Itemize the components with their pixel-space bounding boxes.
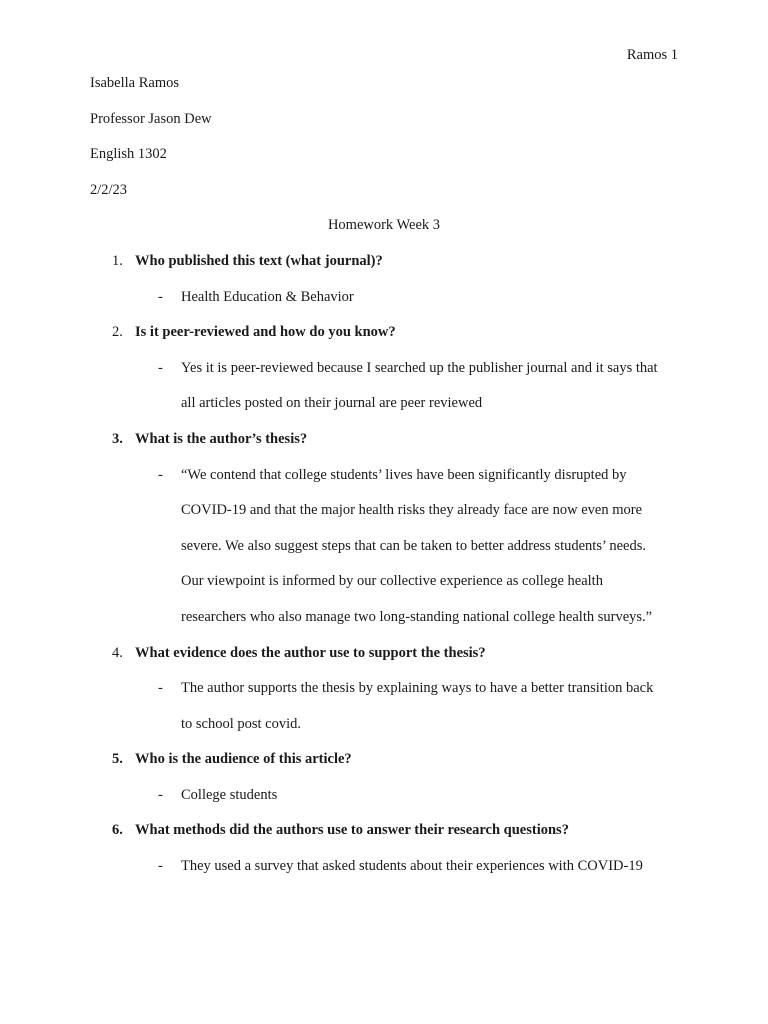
bullet-dash: -	[158, 786, 163, 803]
student-name: Isabella Ramos	[90, 75, 179, 91]
bullet-dash: -	[158, 288, 163, 305]
answer-2-line-1	[90, 351, 678, 387]
professor-name: Professor Jason Dew	[90, 110, 212, 127]
page-header-label: Ramos 1	[626, 47, 678, 63]
answer-text: “We contend that college students’ lives have been significantly disrupted by	[181, 466, 627, 483]
question-number: 1.	[112, 252, 123, 269]
bullet-dash: -	[158, 466, 163, 483]
answer-3-line-2	[90, 493, 678, 529]
answer-4-line-1	[90, 671, 678, 707]
answer-text: severe. We also suggest steps that can be taken to better address students’ needs.	[181, 537, 646, 554]
answer-text: researchers who also manage two long-standing national college health surveys.”	[181, 608, 653, 625]
answer-5-line-1	[90, 778, 678, 814]
question-number: 2.	[112, 324, 123, 341]
answer-3-line-1	[90, 458, 678, 494]
question-3	[90, 422, 678, 458]
question-text: Who is the audience of this article?	[135, 751, 352, 768]
answer-text: COVID-19 and that the major health risks they already face are now even more	[181, 502, 643, 519]
answer-text: The author supports the thesis by explaining ways to have a better transition back	[181, 680, 654, 697]
answer-text: College students	[181, 786, 278, 803]
bullet-dash: -	[158, 858, 163, 875]
question-6	[90, 813, 678, 849]
question-text: What methods did the authors use to answer their research questions?	[135, 822, 569, 839]
answer-text: They used a survey that asked students about their experiences with COVID-19	[181, 858, 643, 875]
answer-4-line-2	[90, 707, 678, 743]
answer-3-line-4	[90, 564, 678, 600]
question-5	[90, 742, 678, 778]
question-1	[90, 244, 678, 280]
question-text: Who published this text (what journal)?	[135, 252, 383, 269]
answer-text: all articles posted on their journal are peer reviewed	[181, 395, 483, 412]
question-2	[90, 315, 678, 351]
question-text: What evidence does the author use to support the thesis?	[135, 644, 486, 661]
question-4	[90, 636, 678, 672]
bullet-dash: -	[158, 680, 163, 697]
assignment-title: Homework Week 3	[327, 217, 441, 234]
question-number: 5.	[112, 751, 123, 768]
document-body	[90, 66, 678, 885]
question-text: Is it peer-reviewed and how do you know?	[135, 324, 396, 341]
answer-1-line-1	[90, 280, 678, 316]
bullet-dash: -	[158, 359, 163, 376]
answer-3-line-3	[90, 529, 678, 565]
answer-text: Our viewpoint is informed by our collective experience as college health	[181, 573, 603, 590]
answer-text: to school post covid.	[181, 715, 302, 732]
answer-6-line-1	[90, 849, 678, 885]
question-number: 4.	[112, 644, 123, 661]
course-name: English 1302	[90, 146, 167, 163]
question-text: What is the author’s thesis?	[135, 430, 308, 447]
date: 2/2/23	[90, 181, 128, 198]
answer-text: Health Education & Behavior	[181, 288, 354, 305]
answer-3-line-5	[90, 600, 678, 636]
answer-2-line-2	[90, 386, 678, 422]
answer-text: Yes it is peer-reviewed because I searched up the publisher journal and it says that	[181, 359, 658, 376]
question-number: 6.	[112, 822, 123, 839]
question-number: 3.	[112, 430, 123, 447]
